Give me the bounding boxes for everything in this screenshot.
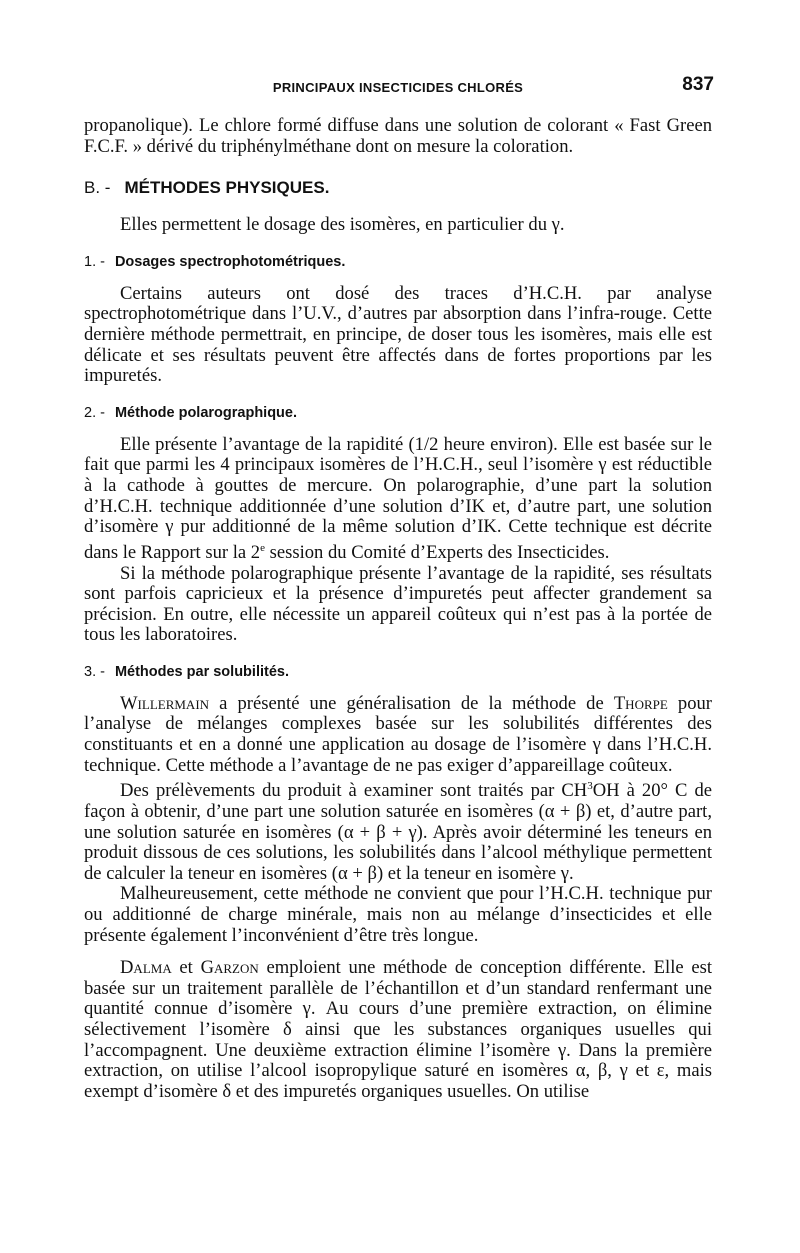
text-run: Des prélèvements du produit à examiner sont traités par CH — [120, 780, 588, 802]
subsection-number: 1. - — [84, 253, 105, 270]
subsection-heading-2 — [84, 403, 712, 423]
section-heading-b — [84, 177, 712, 199]
text-run: session du Comité d’Experts des Insecticides. — [264, 541, 610, 563]
text-run: pour l’analyse de mélanges complexes basée sur les solubilités différentes des constituants et en a donné une application au dosage de l’isomère γ dans l’H.C.H. technique. Cette méthode a l’avantage de ne pas exiger d’appareillage coûteux. — [84, 692, 712, 776]
section-title: MÉTHODES PHYSIQUES. — [124, 178, 330, 198]
subsection-3-paragraph-2 — [84, 776, 712, 884]
author-name: Willermain — [120, 692, 210, 714]
page-number: 837 — [682, 74, 714, 95]
subsection-title: Méthodes par solubilités. — [114, 663, 289, 680]
running-title: PRINCIPAUX INSECTICIDES CHLORÉS — [272, 80, 524, 95]
subsection-1-paragraph: Certains auteurs ont dosé des traces d’H.C.H. par analyse spectrophotométrique dans l’U.V., d’autres par absorption dans l’infra-rouge. Cette dernière méthode permettrait, en principe, de doser tous les isomères, mais elle est délicate et ses résultats peuvent être affectés dans de fortes proportions par les impuretés. — [84, 282, 712, 387]
text-run: a présenté une généralisation de la méthode de — [209, 692, 614, 714]
author-name: Garzon — [200, 957, 259, 979]
subsection-title: Méthode polarographique. — [114, 404, 298, 421]
text-run: emploient une méthode de conception différente. Elle est basée sur un traitement parallèle de l’échantillon et d’un standard renfermant une quantité connue d’isomère γ. Au cours d’une première extraction, on élimine sélectivement l’isomère δ ainsi que les substances organiques usuelles qui l’accompagnent. Une deuxième extraction élimine l’isomère γ. Dans la première extraction, on utilise l’alcool isopropylique saturé en isomères α, β, γ et ε, mais exempt d’isomère δ et des impuretés organiques usuelles. On utilise — [84, 957, 712, 1102]
subsection-heading-3 — [84, 662, 712, 682]
subsection-3-paragraph-4 — [84, 958, 712, 1102]
subsection-number: 3. - — [84, 663, 105, 680]
section-number: B. - — [84, 178, 111, 198]
subsection-2-paragraph-2: Si la méthode polarographique présente l’avantage de la rapidité, ses résultats sont parfois capricieux et la présence d’impuretés peut affecter grandement sa précision. En outre, elle nécessite un appareil coûteux qui n’est pas à la portée de tous les laboratoires. — [84, 562, 712, 646]
subsection-title: Dosages spectrophotométriques. — [114, 253, 346, 270]
subsection-3-paragraph-3: Malheureusement, cette méthode ne convient que pour l’H.C.H. technique pur ou additionné de charge minérale, mais non au mélange d’insecticides et elle présente également l’inconvénient d’être très longue. — [84, 883, 712, 946]
section-b-paragraph: Elles permettent le dosage des isomères, en particulier du γ. — [120, 214, 565, 236]
subsection-number: 2. - — [84, 404, 105, 421]
subsection-2-paragraph-1 — [84, 435, 712, 564]
text-run: OH à 20° C de façon à obtenir, d’une part une solution saturée en isomères (α + β) et, d’autre part, une solution saturée en isomères (α + β + γ). Après avoir déterminé les teneurs en produit dissous de ces solutions, les solubilités dans l’alcool méthylique permettent de calculer la teneur en isomères (α + β) et la teneur en isomère γ. — [84, 780, 713, 884]
running-header — [84, 70, 712, 100]
author-name: Thorpe — [613, 692, 668, 714]
author-name: Dalma — [120, 957, 172, 979]
superscript: 3 — [587, 780, 593, 793]
subsection-heading-1 — [84, 252, 712, 272]
text-run: Elle présente l’avantage de la rapidité (1/2 heure environ). Elle est basée sur le fait que parmi les 4 principaux isomères de l’H.C.H., seul l’isomère γ est réductible à la cathode à gouttes de mercure. On polarographie, d’une part la solution d’H.C.H. technique additionnée d’une solution d’IK et, d’autre part, une solution d’isomère γ pur additionné de la même solution d’IK. Cette technique est décrite dans le Rapport sur la 2 — [84, 433, 712, 563]
superscript: e — [260, 541, 265, 554]
intro-paragraph: propanolique). Le chlore formé diffuse dans une solution de colorant « Fast Green F.C.F. » dérivé du triphénylméthane dont on mesure la coloration. — [84, 115, 712, 157]
text-run: et — [171, 957, 201, 979]
subsection-3-paragraph-1 — [84, 694, 712, 776]
